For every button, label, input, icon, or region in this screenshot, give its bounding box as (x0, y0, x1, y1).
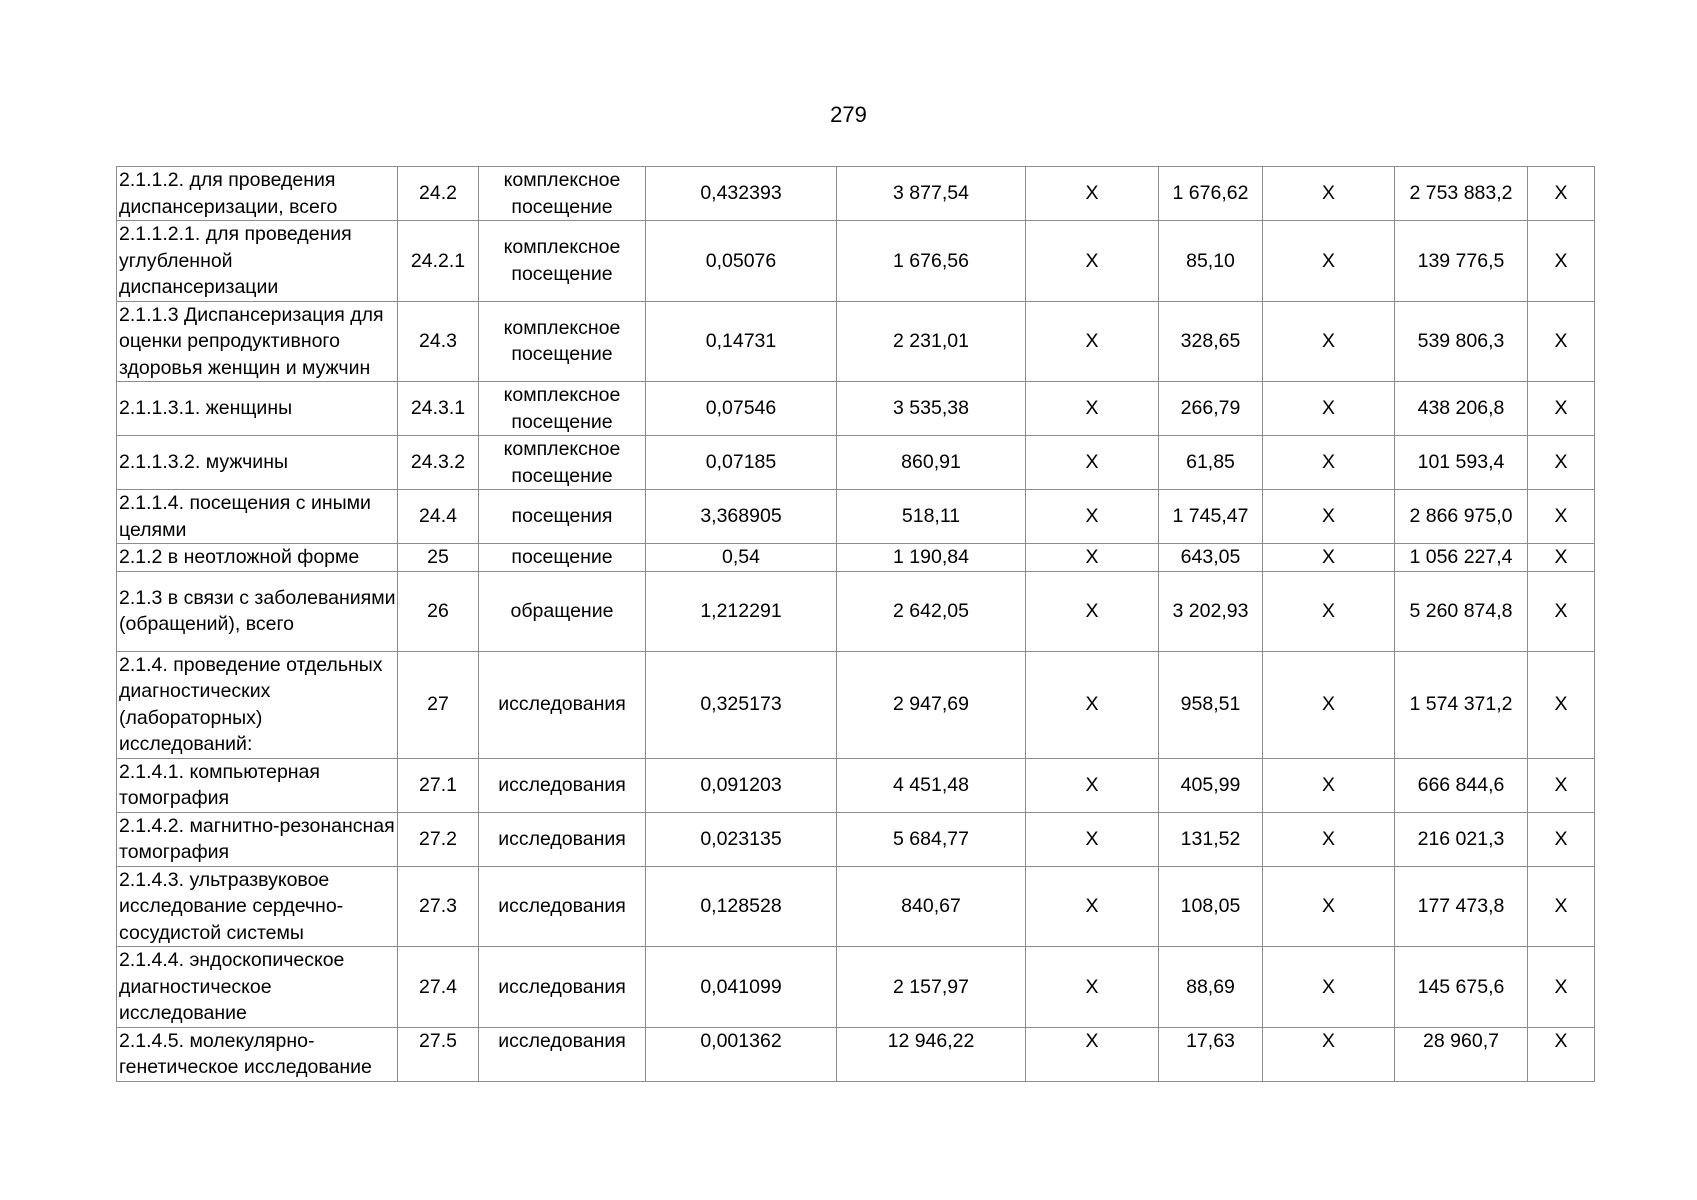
row-per-capita: 328,65 (1159, 301, 1263, 382)
row-unit: исследования (479, 1027, 646, 1081)
row-x-mark: X (1263, 571, 1395, 651)
table-row (117, 382, 1595, 436)
table-row (117, 651, 1595, 758)
row-x-mark: X (1026, 221, 1159, 302)
row-norm: 0,07546 (646, 382, 837, 436)
row-x-mark: X (1528, 812, 1595, 866)
row-line-number: 24.3.2 (398, 436, 479, 490)
row-norm: 1,212291 (646, 571, 837, 651)
row-name: 2.1.1.3.2. мужчины (117, 436, 398, 490)
row-per-capita: 1 745,47 (1159, 490, 1263, 544)
table-row (117, 812, 1595, 866)
row-norm: 0,07185 (646, 436, 837, 490)
row-x-mark: X (1528, 301, 1595, 382)
row-unit: комплексное посещение (479, 301, 646, 382)
row-unit: комплексное посещение (479, 221, 646, 302)
row-total: 145 675,6 (1395, 947, 1528, 1028)
row-total: 1 574 371,2 (1395, 651, 1528, 758)
row-cost: 1 676,56 (837, 221, 1026, 302)
row-per-capita: 958,51 (1159, 651, 1263, 758)
table-row (117, 490, 1595, 544)
row-x-mark: X (1528, 947, 1595, 1028)
table-row (117, 1027, 1595, 1081)
table-row (117, 947, 1595, 1028)
row-x-mark: X (1026, 382, 1159, 436)
row-total: 2 866 975,0 (1395, 490, 1528, 544)
row-unit: исследования (479, 947, 646, 1028)
row-norm: 0,001362 (646, 1027, 837, 1081)
table-row (117, 866, 1595, 947)
row-unit: комплексное посещение (479, 167, 646, 221)
row-total: 139 776,5 (1395, 221, 1528, 302)
row-norm: 0,128528 (646, 866, 837, 947)
row-cost: 3 535,38 (837, 382, 1026, 436)
row-x-mark: X (1263, 167, 1395, 221)
row-unit: посещение (479, 544, 646, 572)
row-cost: 840,67 (837, 866, 1026, 947)
row-x-mark: X (1263, 758, 1395, 812)
row-x-mark: X (1026, 812, 1159, 866)
row-norm: 0,05076 (646, 221, 837, 302)
row-x-mark: X (1026, 758, 1159, 812)
row-total: 539 806,3 (1395, 301, 1528, 382)
row-x-mark: X (1528, 436, 1595, 490)
row-unit: исследования (479, 866, 646, 947)
row-cost: 1 190,84 (837, 544, 1026, 572)
row-per-capita: 131,52 (1159, 812, 1263, 866)
row-norm: 0,325173 (646, 651, 837, 758)
row-x-mark: X (1263, 866, 1395, 947)
row-x-mark: X (1528, 167, 1595, 221)
row-line-number: 27.5 (398, 1027, 479, 1081)
row-line-number: 27.4 (398, 947, 479, 1028)
row-cost: 860,91 (837, 436, 1026, 490)
row-per-capita: 17,63 (1159, 1027, 1263, 1081)
row-per-capita: 405,99 (1159, 758, 1263, 812)
table-row (117, 571, 1595, 651)
row-total: 666 844,6 (1395, 758, 1528, 812)
row-norm: 0,041099 (646, 947, 837, 1028)
page-number: 279 (830, 102, 867, 127)
row-unit: исследования (479, 651, 646, 758)
row-x-mark: X (1026, 571, 1159, 651)
row-x-mark: X (1528, 544, 1595, 572)
row-line-number: 24.4 (398, 490, 479, 544)
row-norm: 0,14731 (646, 301, 837, 382)
row-x-mark: X (1528, 571, 1595, 651)
row-name: 2.1.4.1. компьютерная томография (117, 758, 398, 812)
row-total: 28 960,7 (1395, 1027, 1528, 1081)
row-per-capita: 266,79 (1159, 382, 1263, 436)
row-x-mark: X (1263, 947, 1395, 1028)
row-total: 438 206,8 (1395, 382, 1528, 436)
data-table (116, 166, 1595, 1082)
row-cost: 518,11 (837, 490, 1026, 544)
row-unit: исследования (479, 758, 646, 812)
row-name: 2.1.1.3.1. женщины (117, 382, 398, 436)
row-unit: исследования (479, 812, 646, 866)
row-line-number: 26 (398, 571, 479, 651)
row-x-mark: X (1263, 490, 1395, 544)
table-row (117, 301, 1595, 382)
row-x-mark: X (1528, 221, 1595, 302)
row-per-capita: 88,69 (1159, 947, 1263, 1028)
row-line-number: 27 (398, 651, 479, 758)
row-cost: 2 642,05 (837, 571, 1026, 651)
row-x-mark: X (1026, 651, 1159, 758)
row-name: 2.1.1.2.1. для проведения углубленной диспансеризации (117, 221, 398, 302)
row-name: 2.1.3 в связи с заболеваниями (обращений), всего (117, 571, 398, 651)
row-x-mark: X (1026, 490, 1159, 544)
row-norm: 0,091203 (646, 758, 837, 812)
row-total: 2 753 883,2 (1395, 167, 1528, 221)
row-name: 2.1.4.3. ультразвуковое исследование сердечно-сосудистой системы (117, 866, 398, 947)
row-line-number: 27.1 (398, 758, 479, 812)
row-total: 216 021,3 (1395, 812, 1528, 866)
row-name: 2.1.1.2. для проведения диспансеризации, всего (117, 167, 398, 221)
row-per-capita: 643,05 (1159, 544, 1263, 572)
row-x-mark: X (1263, 812, 1395, 866)
row-x-mark: X (1528, 382, 1595, 436)
row-line-number: 24.2.1 (398, 221, 479, 302)
row-name: 2.1.4.2. магнитно-резонансная томография (117, 812, 398, 866)
row-x-mark: X (1528, 651, 1595, 758)
row-name: 2.1.4.5. молекулярно-генетическое исследование (117, 1027, 398, 1081)
table-row (117, 436, 1595, 490)
row-norm: 3,368905 (646, 490, 837, 544)
table-row (117, 758, 1595, 812)
row-total: 5 260 874,8 (1395, 571, 1528, 651)
row-x-mark: X (1026, 866, 1159, 947)
row-line-number: 25 (398, 544, 479, 572)
row-x-mark: X (1263, 221, 1395, 302)
row-line-number: 24.3 (398, 301, 479, 382)
row-unit: посещения (479, 490, 646, 544)
row-line-number: 27.3 (398, 866, 479, 947)
row-cost: 2 947,69 (837, 651, 1026, 758)
row-x-mark: X (1528, 1027, 1595, 1081)
row-x-mark: X (1026, 436, 1159, 490)
row-x-mark: X (1026, 947, 1159, 1028)
row-name: 2.1.4. проведение отдельных диагностических (лабораторных) исследований: (117, 651, 398, 758)
row-name: 2.1.1.3 Диспансеризация для оценки репродуктивного здоровья женщин и мужчин (117, 301, 398, 382)
row-x-mark: X (1263, 651, 1395, 758)
row-unit: комплексное посещение (479, 382, 646, 436)
row-total: 1 056 227,4 (1395, 544, 1528, 572)
row-line-number: 24.3.1 (398, 382, 479, 436)
row-x-mark: X (1026, 1027, 1159, 1081)
row-cost: 2 157,97 (837, 947, 1026, 1028)
row-norm: 0,54 (646, 544, 837, 572)
row-name: 2.1.1.4. посещения с иными целями (117, 490, 398, 544)
row-name: 2.1.2 в неотложной форме (117, 544, 398, 572)
row-x-mark: X (1263, 544, 1395, 572)
row-total: 101 593,4 (1395, 436, 1528, 490)
row-x-mark: X (1263, 301, 1395, 382)
row-x-mark: X (1026, 167, 1159, 221)
row-line-number: 27.2 (398, 812, 479, 866)
table-row (117, 544, 1595, 572)
row-cost: 5 684,77 (837, 812, 1026, 866)
row-x-mark: X (1026, 301, 1159, 382)
row-x-mark: X (1263, 1027, 1395, 1081)
row-x-mark: X (1263, 382, 1395, 436)
row-cost: 2 231,01 (837, 301, 1026, 382)
row-cost: 3 877,54 (837, 167, 1026, 221)
row-cost: 4 451,48 (837, 758, 1026, 812)
row-cost: 12 946,22 (837, 1027, 1026, 1081)
row-x-mark: X (1026, 544, 1159, 572)
row-total: 177 473,8 (1395, 866, 1528, 947)
row-x-mark: X (1263, 436, 1395, 490)
table-row (117, 221, 1595, 302)
row-unit: комплексное посещение (479, 436, 646, 490)
row-x-mark: X (1528, 758, 1595, 812)
row-norm: 0,023135 (646, 812, 837, 866)
row-line-number: 24.2 (398, 167, 479, 221)
row-x-mark: X (1528, 490, 1595, 544)
row-per-capita: 61,85 (1159, 436, 1263, 490)
row-per-capita: 85,10 (1159, 221, 1263, 302)
row-unit: обращение (479, 571, 646, 651)
row-per-capita: 3 202,93 (1159, 571, 1263, 651)
row-name: 2.1.4.4. эндоскопическое диагностическое исследование (117, 947, 398, 1028)
row-per-capita: 1 676,62 (1159, 167, 1263, 221)
row-norm: 0,432393 (646, 167, 837, 221)
row-per-capita: 108,05 (1159, 866, 1263, 947)
table-row (117, 167, 1595, 221)
row-x-mark: X (1528, 866, 1595, 947)
